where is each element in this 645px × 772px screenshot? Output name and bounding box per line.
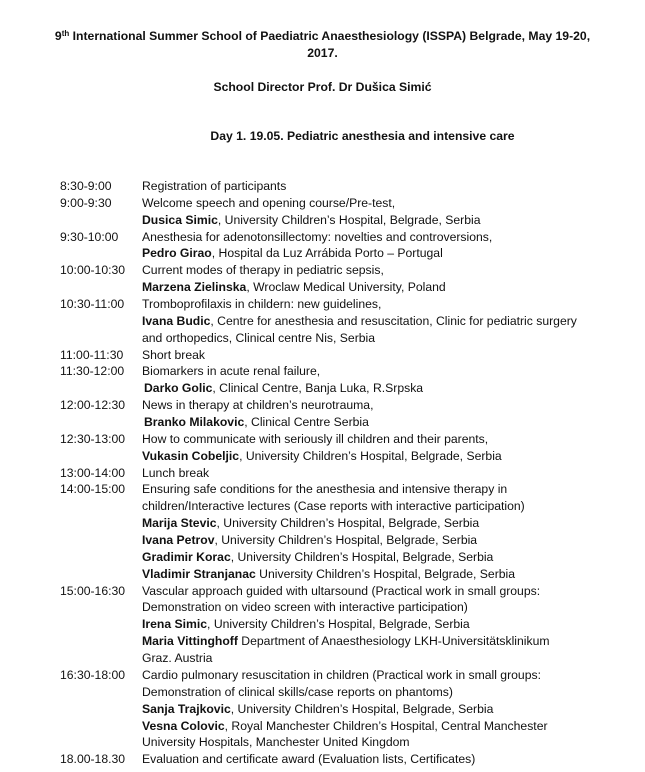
session-time: 18.00-18.30 [60,752,126,767]
session-text-line [142,650,640,667]
session-text-line [142,195,640,212]
session-text: Graz. Austria [142,651,213,666]
speaker-name: Marija Stevic [142,516,217,531]
speaker-affiliation: , Centre for anesthesia and resuscitation, Clinic for pediatric surgery [210,313,577,328]
speaker-name: Ivana Petrov [142,533,215,548]
session-text: Cardio pulmonary resuscitation in children (Practical work in small groups: [142,667,541,682]
speaker-name: Dusica Simic [142,212,218,227]
session-text: Evaluation and certificate award (Evaluation lists, Certificates) [142,752,476,767]
session-details [142,363,640,397]
day-heading: Day 1. 19.05. Pediatric anesthesia and intensive care [210,129,515,143]
speaker-line [142,414,640,431]
session-text-line [142,465,640,482]
schedule-row [60,296,640,347]
session-time: 15:00-16:30 [60,583,126,598]
speaker-name: Marzena Zielinska [142,280,247,295]
session-details [142,431,640,465]
speaker-affiliation: , Clinical Centre, Banja Luka, R.Srpska [212,381,424,396]
session-details [142,296,640,347]
speaker-name: Gradimir Korac [142,549,231,564]
speaker-affiliation: , University Children’s Hospital, Belgrade, Serbia [214,533,478,548]
session-time: 11:30-12:00 [60,364,125,379]
session-text-line [142,229,640,246]
session-details [142,667,640,751]
speaker-name: Ivana Budic [142,313,211,328]
session-text: University Hospitals, Manchester United Kingdom [142,735,410,750]
schedule-row [60,667,640,751]
session-text: Biomarkers in acute renal failure, [142,364,321,379]
session-text: Vascular approach guided with ultarsound (Practical work in small groups: [142,583,541,598]
session-text: News in therapy at children’s neurotrauma, [142,398,374,413]
speaker-name: Pedro Girao [142,246,212,261]
session-details [142,229,640,263]
session-text-line [142,262,640,279]
speaker-line [142,212,640,229]
speaker-line [142,616,640,633]
session-text: Tromboprofilaxis in childern: new guidelines, [142,297,382,312]
session-text: Current modes of therapy in pediatric sepsis, [142,263,384,278]
session-text: Short break [142,347,206,362]
speaker-affiliation: , Royal Manchester Children’s Hospital, Central Manchester [224,718,548,733]
speaker-line [142,566,640,583]
session-text-line [142,431,640,448]
speaker-affiliation: , Hospital da Luz Arrábida Porto – Portugal [211,246,443,261]
speaker-line [142,532,640,549]
session-text: Lunch break [142,465,210,480]
document-title [0,28,645,62]
session-time: 10:30-11:00 [60,297,125,312]
session-time: 13:00-14:00 [60,465,126,480]
speaker-line [142,448,640,465]
session-text: and orthopedics, Clinical centre Nis, Serbia [142,330,376,345]
session-text: Registration of participants [142,179,287,193]
speaker-affiliation: , University Children’s Hospital, Belgrade, Serbia [207,617,470,632]
title-text: International Summer School of Paediatric Anaesthesiology (ISSPA) Belgrade, May 19-20, [69,29,591,43]
schedule-row [60,347,640,364]
session-details [142,347,640,364]
session-text: Ensuring safe conditions for the anesthesia and intensive therapy in [142,482,508,497]
session-details [142,583,640,667]
schedule-row [60,262,640,296]
session-text-line [142,667,640,684]
session-text-line [142,599,640,616]
speaker-name: Sanja Trajkovic [142,701,231,716]
session-text-line [142,330,640,347]
speaker-line [142,718,640,735]
session-details [142,751,640,768]
session-text-line [142,684,640,701]
speaker-affiliation: , University Children’s Hospital, Belgrade, Serbia [230,549,494,564]
session-text-line [142,363,640,380]
speaker-line [142,245,640,262]
session-text-line [142,751,640,768]
title-line-1 [0,28,645,45]
session-text-line [142,498,640,515]
session-time: 14:00-15:00 [60,482,126,497]
speaker-affiliation: , University Children’s Hospital, Belgrade, Serbia [217,212,481,227]
speaker-name: Darko Golic [144,381,213,396]
session-text-line [142,296,640,313]
speaker-line [142,380,640,397]
school-director: School Director Prof. Dr Dušica Simić [213,80,432,94]
schedule-row [60,195,640,229]
speaker-name: Branko Milakovic [144,415,245,430]
session-time: 9:30-10:00 [60,229,119,244]
session-details [142,397,640,431]
session-details [142,195,640,229]
title-ordinal: 9 [54,29,62,43]
session-text-line [142,481,640,498]
session-time: 9:00-9:30 [60,195,112,210]
title-line-2: 2017. [307,46,338,60]
speaker-affiliation: , University Children’s Hospital, Belgrade, Serbia [230,701,494,716]
session-text-line [142,347,640,364]
speaker-line [142,279,640,296]
session-details [142,178,640,195]
speaker-line [142,701,640,718]
session-details [142,465,640,482]
session-details [142,262,640,296]
schedule-row [60,363,640,397]
session-text: Welcome speech and opening course/Pre-test, [142,195,396,210]
session-time: 16:30-18:00 [60,667,126,682]
schedule-row [60,583,640,667]
speaker-affiliation: University Children’s Hospital, Belgrade, Serbia [255,566,516,581]
speaker-line [142,549,640,566]
schedule-row [60,229,640,263]
speaker-name: Vukasin Cobeljic [142,448,240,463]
session-time: 8:30-9:00 [60,179,112,193]
schedule-row [60,481,640,582]
schedule-row [60,751,640,768]
speaker-affiliation: , Clinical Centre Serbia [244,415,369,430]
session-text-line [142,583,640,600]
session-time: 12:00-12:30 [60,398,126,413]
session-text: Demonstration of clinical skills/case reports on phantoms) [142,684,453,699]
session-text: children/Interactive lectures (Case reports with interactive participation) [142,499,525,514]
speaker-line [142,313,640,330]
speaker-affiliation: Department of Anaesthesiology LKH-Universitätsklinikum [237,634,550,649]
session-time: 12:30-13:00 [60,431,126,446]
title-ordinal-suffix: th [61,29,70,38]
schedule-row [60,178,640,195]
schedule [60,178,640,768]
session-text-line [142,734,640,751]
speaker-name: Vesna Colovic [142,718,225,733]
session-time: 11:00-11:30 [60,347,124,362]
speaker-line [142,633,640,650]
session-time: 10:00-10:30 [60,263,126,278]
schedule-row [60,465,640,482]
speaker-affiliation: , University Children’s Hospital, Belgrade, Serbia [239,448,502,463]
session-text: Demonstration on video screen with interactive participation) [142,600,468,615]
speaker-affiliation: , University Children’s Hospital, Belgrade, Serbia [216,516,480,531]
schedule-row [60,431,640,465]
session-text: How to communicate with seriously ill children and their parents, [142,431,489,446]
session-text-line [142,397,640,414]
session-text-line [142,178,640,195]
schedule-row [60,397,640,431]
speaker-name: Vladimir Stranjanac [142,566,256,581]
speaker-name: Maria Vittinghoff [142,634,238,649]
session-details [142,481,640,582]
speaker-line [142,515,640,532]
session-text: Anesthesia for adenotonsillectomy: novelties and controversions, [142,229,493,244]
speaker-affiliation: , Wroclaw Medical University, Poland [246,280,446,295]
speaker-name: Irena Simic [142,617,208,632]
